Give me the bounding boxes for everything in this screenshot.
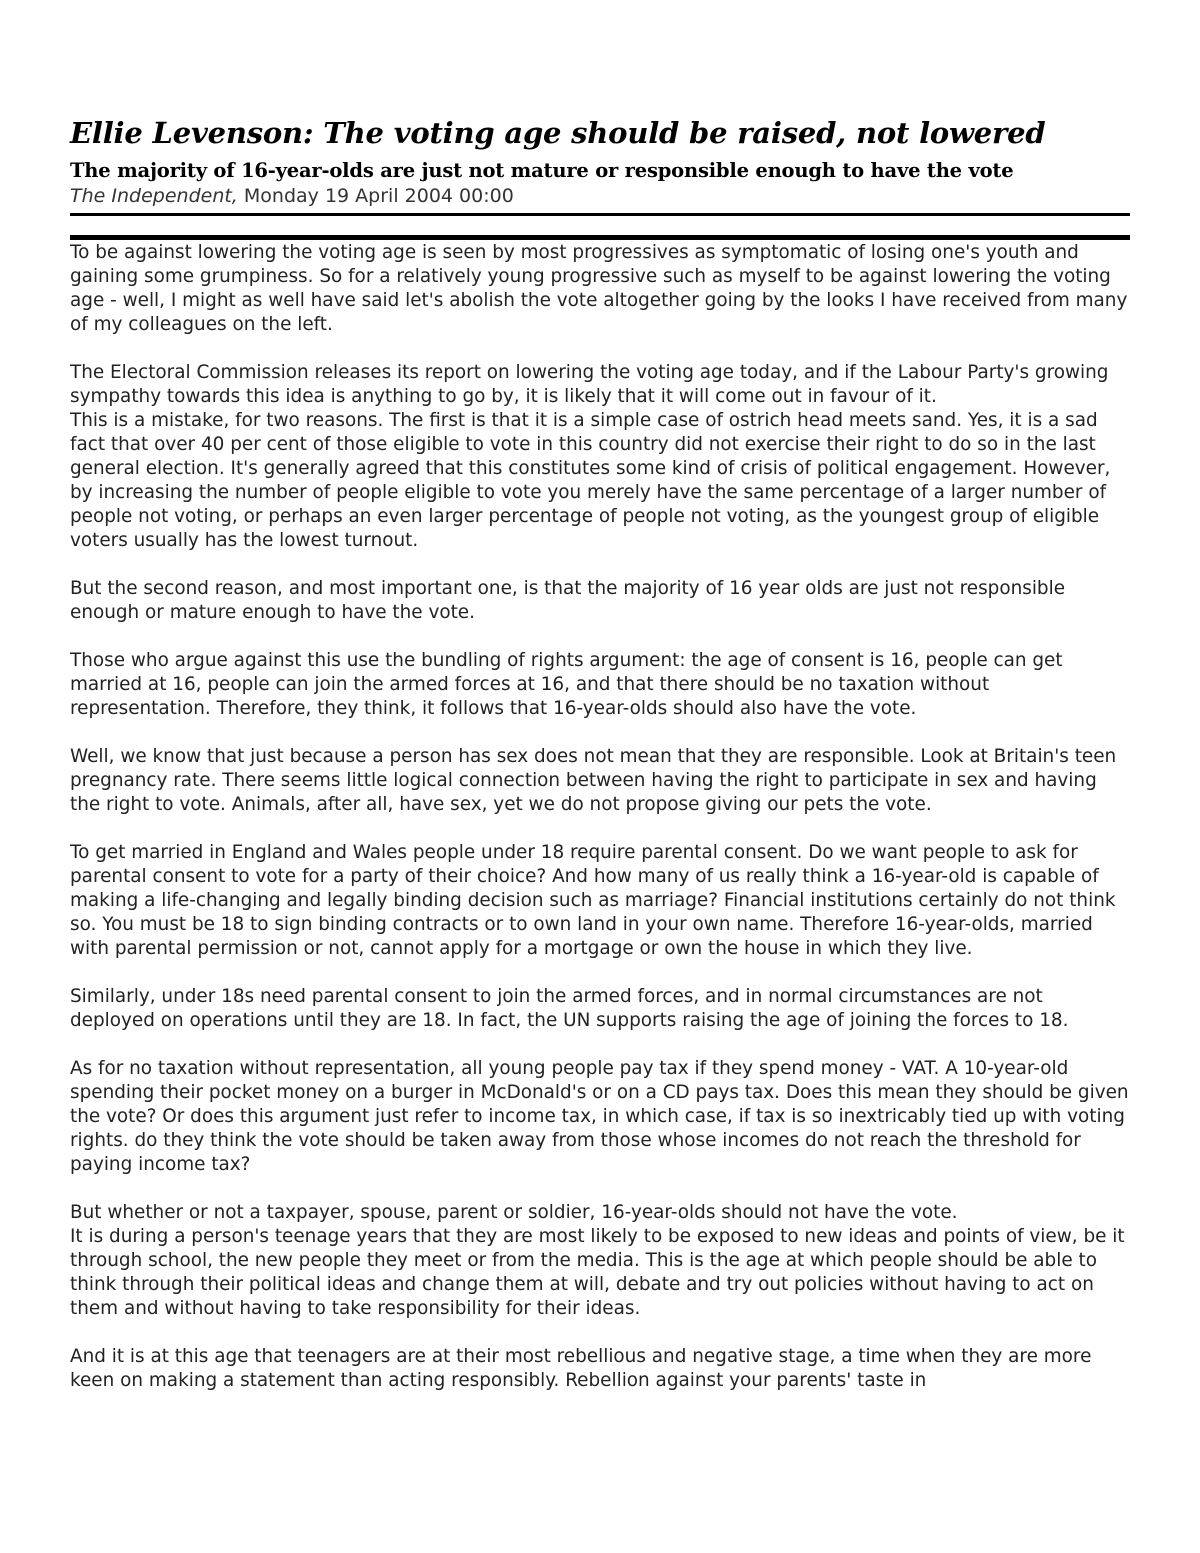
paragraph: It is during a person's teenage years that they are most likely to be exposed to new ideas and points of view, be it through school, the new people they meet or from the media. This is the age at which people should be able to think through their political ideas and change them at will, debate and try out policies without having to act on them and without having to take responsibility for their ideas. [70, 1226, 1125, 1319]
paragraph: But whether or not a taxpayer, spouse, parent or soldier, 16-year-olds should not have the vote. [70, 1202, 958, 1223]
publication-name: The Independent, [70, 185, 238, 207]
article-headline: Ellie Levenson: The voting age should be raised, not lowered [70, 116, 1046, 150]
paragraph: The Electoral Commission releases its report on lowering the voting age today, and if the Labour Party's growing sympathy towards this idea is anything to go by, it is likely that it will come out in favour of it. [70, 362, 1109, 407]
article [70, 114, 1130, 1393]
article-byline [70, 184, 1130, 208]
paragraph: To be against lowering the voting age is seen by most progressives as symptomatic of losing one's youth and gaining some grumpiness. So for a relatively young progressive such as myself to be against lowering the voting age - well, I might as well have said let's abolish the vote altogether going by the looks I have received from many of my colleagues on the left. [70, 242, 1128, 335]
article-standfirst: The majority of 16-year-olds are just not mature or responsible enough to have the vote [70, 159, 1014, 182]
article-body [70, 241, 1130, 1393]
paragraph: To get married in England and Wales people under 18 require parental consent. Do we want people to ask for parental consent to vote for a party of their choice? And how many of us really think a 16-year-old is capable of making a life-changing and legally binding decision such as marriage? Financial institutions certainly do not think so. You must be 18 to sign binding contracts or to own land in your own name. Therefore 16-year-olds, married with parental permission or not, cannot apply for a mortgage or own the house in which they live. [70, 842, 1116, 959]
paragraph: This is a mistake, for two reasons. The first is that it is a simple case of ostrich head meets sand. Yes, it is a sad fact that over 40 per cent of those eligible to vote in this country did not exercise their right to do so in the last general election. It's generally agreed that this constitutes some kind of crisis of political engagement. However, by increasing the number of people eligible to vote you merely have the same percentage of a larger number of people not voting, or perhaps an even larger percentage of people not voting, as the youngest group of eligible voters usually has the lowest turnout. [70, 410, 1111, 551]
paragraph: But the second reason, and most important one, is that the majority of 16 year olds are just not responsible enough or mature enough to have the vote. [70, 578, 1066, 623]
publication-date: Monday 19 April 2004 00:00 [243, 185, 514, 207]
paragraph: Those who argue against this use the bundling of rights argument: the age of consent is 16, people can get married at 16, people can join the armed forces at 16, and that there should be no taxation without representation. Therefore, they think, it follows that 16-year-olds should also have the vote. [70, 650, 1063, 719]
paragraph: As for no taxation without representation, all young people pay tax if they spend money - VAT. A 10-year-old spending their pocket money on a burger in McDonald's or on a CD pays tax. Does this mean they should be given the vote? Or does this argument just refer to income tax, in which case, if tax is so inextricably tied up with voting rights. do they think the vote should be taken away from those whose incomes do not reach the threshold for paying income tax? [70, 1058, 1129, 1175]
header-rule [70, 213, 1130, 216]
paragraph: And it is at this age that teenagers are at their most rebellious and negative stage, a time when they are more keen on making a statement than acting responsibly. Rebellion against your parents' taste in [70, 1346, 1092, 1391]
paragraph: Well, we know that just because a person has sex does not mean that they are responsible. Look at Britain's teen pregnancy rate. There seems little logical connection between having the right to participate in sex and having the right to vote. Animals, after all, have sex, yet we do not propose giving our pets the vote. [70, 746, 1117, 815]
body-rule [70, 235, 1130, 240]
paragraph: Similarly, under 18s need parental consent to join the armed forces, and in normal circumstances are not deployed on operations until they are 18. In fact, the UN supports raising the age of joining the forces to 18. [70, 986, 1069, 1031]
